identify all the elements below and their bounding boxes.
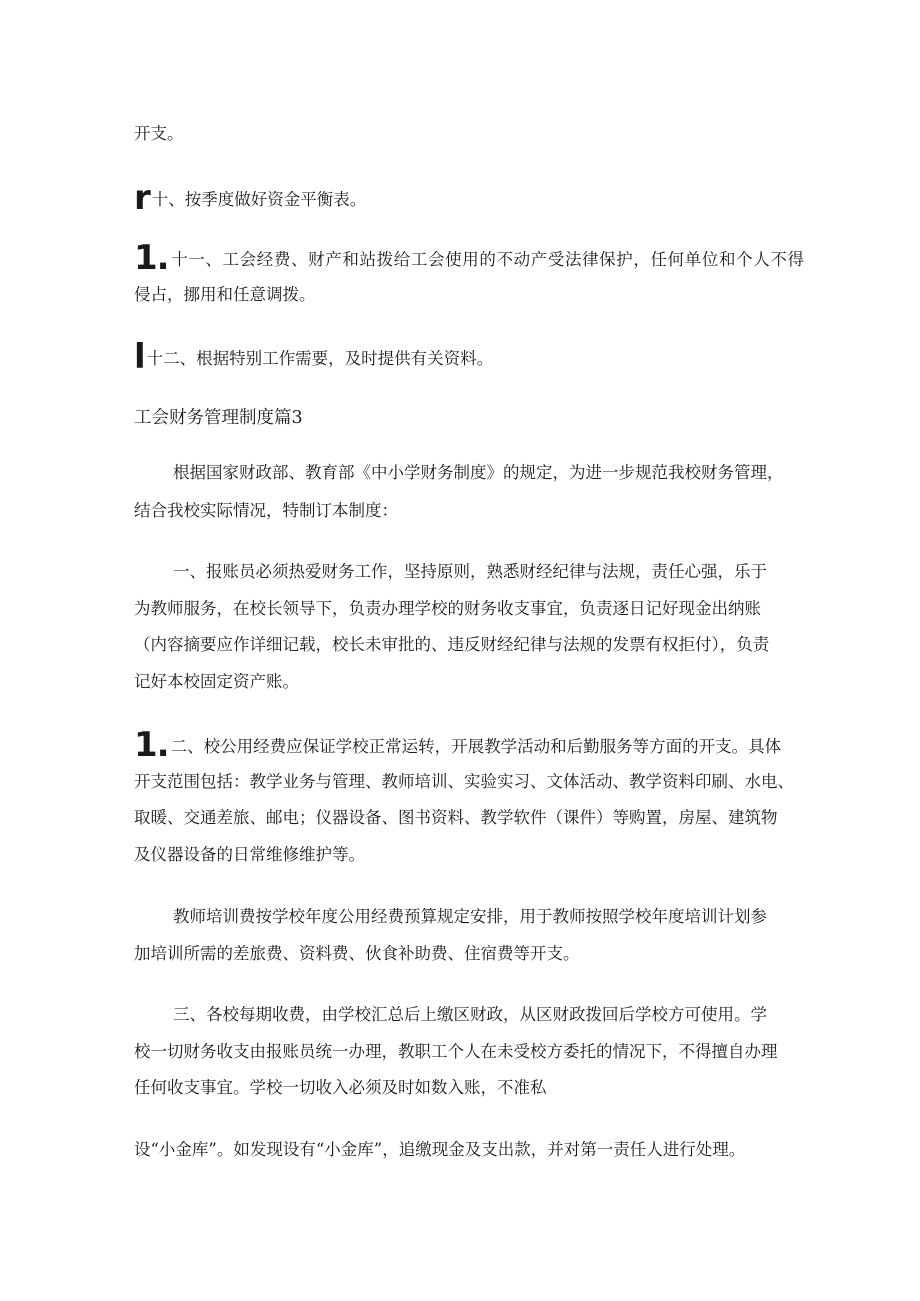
text-span: 结合我校实际情况，特制订本制度： [134, 501, 398, 520]
paragraph-2-line1 [173, 560, 804, 584]
paragraph-3-line3 [134, 806, 804, 830]
text-span: 根据国家财政部、教育部《中小学财务制度》的规定，为进一步规范我校财务管理， [173, 463, 784, 482]
text-span: 教师培训费按学校年度公用经费预算规定安排，用于教师按照学校年度培训计划参 [173, 907, 767, 926]
text-span: 十二、根据特别工作需要，及时提供有关资料。 [146, 349, 494, 368]
text-span: 加培训所需的差旅费、资料费、伙食补助费、住宿费等开支。 [134, 944, 580, 963]
paragraph-3-line2 [134, 770, 804, 794]
text-span: 校一切财务收支由报账员统一办理，教职工个人在未受校方委托的情况下，不得擅自办理 [134, 1042, 778, 1061]
heading-text: 工会财务管理制度篇3 [134, 408, 303, 428]
list-item-11-line2 [134, 283, 804, 307]
text-span: 侵占，挪用和任意调拨。 [134, 285, 316, 304]
text-span: 取暖、交通差旅、邮电；仪器设备、图书资料、教学软件（课件）等购置，房屋、建筑物 [134, 808, 778, 827]
text-span: 一、报账员必须热爱财务工作，坚持原则，熟悉财经纪律与法规，责任心强，乐于 [173, 562, 767, 581]
paragraph-5-line1 [173, 1003, 804, 1027]
paragraph-3-line4 [134, 843, 804, 867]
text-span: 设“小金库”。如发现设有“小金库”，追缴现金及支出款，并对第一责任人进行处理。 [134, 1140, 746, 1159]
paragraph-1-line2 [134, 499, 804, 523]
paragraph-2-line2 [134, 597, 804, 621]
text-span: 十一、工会经费、财产和站拨给工会使用的不动产受法律保护，任何单位和个人不得 [170, 250, 804, 269]
list-marker: l [134, 337, 145, 377]
paragraph-3-line1 [134, 725, 804, 765]
text-span: 任何收支事宜。学校一切收入必须及时如数入账，不准私 [134, 1078, 547, 1097]
text-span: （内容摘要应作详细记载，校长未审批的、违反财经纪律与法规的发票有权拒付），负责 [134, 635, 770, 654]
paragraph-5-line3 [134, 1076, 804, 1100]
list-item-11-line1 [134, 238, 804, 278]
list-marker: 1. [134, 238, 169, 278]
text-span: 二、校公用经费应保证学校正常运转，开展教学活动和后勤服务等方面的开支。具体 [170, 737, 782, 756]
paragraph-4-line2 [134, 942, 804, 966]
text-span: 开支范围包括：教学业务与管理、教师培训、实验实习、文体活动、教学资料印刷、水电、 [134, 772, 794, 791]
list-item-10 [134, 178, 804, 218]
paragraph-2-line4 [134, 670, 804, 694]
paragraph-5-line2 [134, 1040, 804, 1064]
paragraph-2-line3 [134, 633, 804, 657]
paragraph-4-line1 [173, 905, 804, 929]
list-marker: r [134, 178, 150, 218]
section-heading [134, 406, 804, 430]
paragraph-5-line4 [134, 1138, 804, 1162]
paragraph-1-line1 [173, 461, 804, 485]
text-span: 及仪器设备的日常维修维护等。 [134, 845, 365, 864]
list-marker: 1. [134, 725, 169, 765]
text-span: 开支。 [134, 124, 184, 143]
text-span: 三、各校每期收费，由学校汇总后上缴区财政，从区财政拨回后学校方可使用。学 [173, 1005, 767, 1024]
text-span: 十、按季度做好资金平衡表。 [151, 190, 367, 209]
text-span: 为教师服务，在校长领导下，负责办理学校的财务收支事宜，负责逐日记好现金出纳账 [134, 599, 761, 618]
text-span: 记好本校固定资产账。 [134, 672, 299, 691]
list-item-12 [134, 337, 804, 377]
text-line [134, 122, 804, 146]
